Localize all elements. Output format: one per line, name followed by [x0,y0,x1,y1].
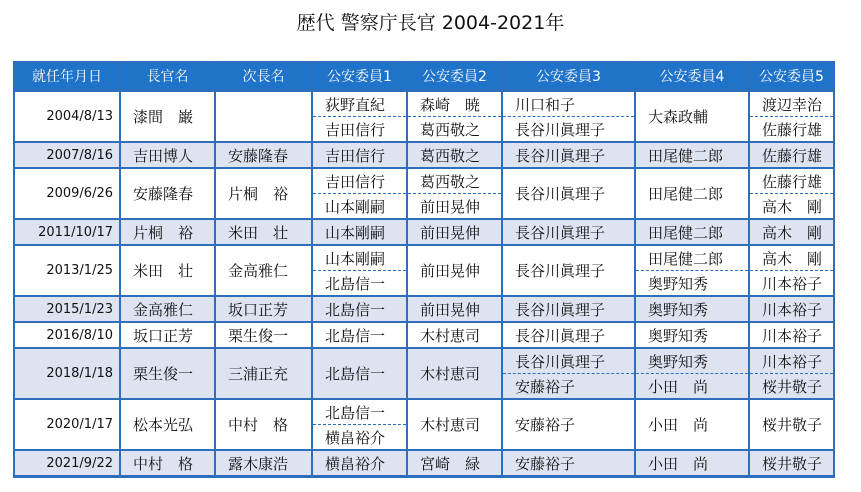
committee-4-cell: 小田 尚 [635,450,749,477]
table-row [14,348,834,374]
chief-cell: 米田 壮 [120,245,215,296]
committee-5-cell: 桜井敬子 [749,374,834,400]
committee-5-cell: 川本裕子 [749,322,834,348]
chief-cell: 栗生俊一 [120,348,215,399]
committee-3-cell: 川口和子 [502,91,635,117]
table-row [14,142,834,168]
committee-4-cell: 奥野知秀 [635,271,749,297]
deputy-cell: 金高雅仁 [215,245,312,296]
chief-cell: 吉田博人 [120,142,215,168]
committee-2-cell: 木村恵司 [407,348,502,399]
date-cell: 2007/8/16 [14,142,120,168]
committee-1-cell: 吉田信行 [312,168,407,194]
committee-3-cell: 長谷川眞理子 [502,142,635,168]
committee-4-cell: 奥野知秀 [635,322,749,348]
header-committee-3: 公安委員3 [502,62,635,91]
header-committee-1: 公安委員1 [312,62,407,91]
committee-4-cell: 奥野知秀 [635,348,749,374]
table-row [14,219,834,245]
committee-3-cell: 長谷川眞理子 [502,168,635,219]
chief-cell: 坂口正芳 [120,322,215,348]
date-cell: 2016/8/10 [14,322,120,348]
committee-2-cell: 前田晃伸 [407,194,502,220]
deputy-cell: 露木康浩 [215,450,312,477]
chief-history-table [13,61,835,478]
table-row [14,450,834,477]
committee-3-cell: 長谷川眞理子 [502,219,635,245]
committee-1-cell: 北島信一 [312,348,407,399]
committee-2-cell: 森崎 暁 [407,91,502,117]
deputy-cell: 米田 壮 [215,219,312,245]
committee-2-cell: 前田晃伸 [407,219,502,245]
committee-4-cell: 小田 尚 [635,374,749,400]
date-cell: 2021/9/22 [14,450,120,477]
table-body [14,91,834,477]
committee-1-cell: 山本剛嗣 [312,194,407,220]
table-row [14,245,834,271]
committee-5-cell: 桜井敬子 [749,399,834,450]
chief-cell: 漆間 巌 [120,91,215,143]
committee-5-cell: 川本裕子 [749,296,834,322]
committee-5-cell: 高木 剛 [749,219,834,245]
committee-5-cell: 佐藤行雄 [749,142,834,168]
committee-1-cell: 荻野直紀 [312,91,407,117]
committee-1-cell: 横畠裕介 [312,425,407,451]
table-row [14,399,834,425]
committee-5-cell: 川本裕子 [749,271,834,297]
committee-2-cell: 葛西敬之 [407,117,502,143]
header-committee-4: 公安委員4 [635,62,749,91]
committee-5-cell: 川本裕子 [749,348,834,374]
committee-1-cell: 北島信一 [312,296,407,322]
committee-1-cell: 北島信一 [312,399,407,425]
date-cell: 2011/10/17 [14,219,120,245]
chief-cell: 安藤隆春 [120,168,215,219]
committee-1-cell: 吉田信行 [312,117,407,143]
committee-3-cell: 長谷川眞理子 [502,296,635,322]
committee-4-cell: 田尾健二郎 [635,245,749,271]
date-cell: 2004/8/13 [14,91,120,143]
table-row [14,91,834,117]
committee-1-cell: 山本剛嗣 [312,245,407,271]
committee-2-cell: 前田晃伸 [407,296,502,322]
chief-cell: 金高雅仁 [120,296,215,322]
deputy-cell: 三浦正充 [215,348,312,399]
committee-5-cell: 桜井敬子 [749,450,834,477]
committee-2-cell: 木村恵司 [407,399,502,450]
committee-3-cell: 安藤裕子 [502,450,635,477]
deputy-cell: 栗生俊一 [215,322,312,348]
committee-4-cell: 田尾健二郎 [635,142,749,168]
committee-3-cell: 安藤裕子 [502,374,635,400]
committee-2-cell: 葛西敬之 [407,168,502,194]
committee-3-cell: 長谷川眞理子 [502,117,635,143]
chief-cell: 中村 格 [120,450,215,477]
committee-4-cell: 大森政輔 [635,91,749,143]
header-committee-2: 公安委員2 [407,62,502,91]
committee-3-cell: 長谷川眞理子 [502,245,635,296]
header-date: 就任年月日 [14,62,120,91]
committee-4-cell: 田尾健二郎 [635,168,749,219]
date-cell: 2015/1/23 [14,296,120,322]
deputy-cell: 安藤隆春 [215,142,312,168]
committee-4-cell: 奥野知秀 [635,296,749,322]
committee-1-cell: 北島信一 [312,271,407,297]
chief-cell: 松本光弘 [120,399,215,450]
deputy-cell: 片桐 裕 [215,168,312,219]
committee-5-cell: 佐藤行雄 [749,168,834,194]
committee-2-cell: 前田晃伸 [407,245,502,296]
committee-1-cell: 山本剛嗣 [312,219,407,245]
committee-1-cell: 横畠裕介 [312,450,407,477]
header-chief: 長官名 [120,62,215,91]
committee-5-cell: 渡辺幸治 [749,91,834,117]
date-cell: 2013/1/25 [14,245,120,296]
deputy-cell [215,91,312,143]
table-row [14,322,834,348]
table-row [14,168,834,194]
committee-2-cell: 木村恵司 [407,322,502,348]
deputy-cell: 坂口正芳 [215,296,312,322]
date-cell: 2020/1/17 [14,399,120,450]
committee-5-cell: 佐藤行雄 [749,117,834,143]
committee-5-cell: 高木 剛 [749,194,834,220]
deputy-cell: 中村 格 [215,399,312,450]
committee-4-cell: 田尾健二郎 [635,219,749,245]
header-committee-5: 公安委員5 [749,62,834,91]
chief-cell: 片桐 裕 [120,219,215,245]
committee-2-cell: 葛西敬之 [407,142,502,168]
date-cell: 2009/6/26 [14,168,120,219]
header-row [14,62,834,91]
committee-4-cell: 小田 尚 [635,399,749,450]
committee-1-cell: 北島信一 [312,322,407,348]
header-deputy: 次長名 [215,62,312,91]
committee-5-cell: 高木 剛 [749,245,834,271]
committee-3-cell: 長谷川眞理子 [502,348,635,374]
committee-3-cell: 長谷川眞理子 [502,322,635,348]
table-row [14,296,834,322]
committee-3-cell: 安藤裕子 [502,399,635,450]
page-title: 歴代 警察庁長官 2004-2021年 [296,12,565,34]
committee-1-cell: 吉田信行 [312,142,407,168]
date-cell: 2018/1/18 [14,348,120,399]
committee-2-cell: 宮崎 緑 [407,450,502,477]
